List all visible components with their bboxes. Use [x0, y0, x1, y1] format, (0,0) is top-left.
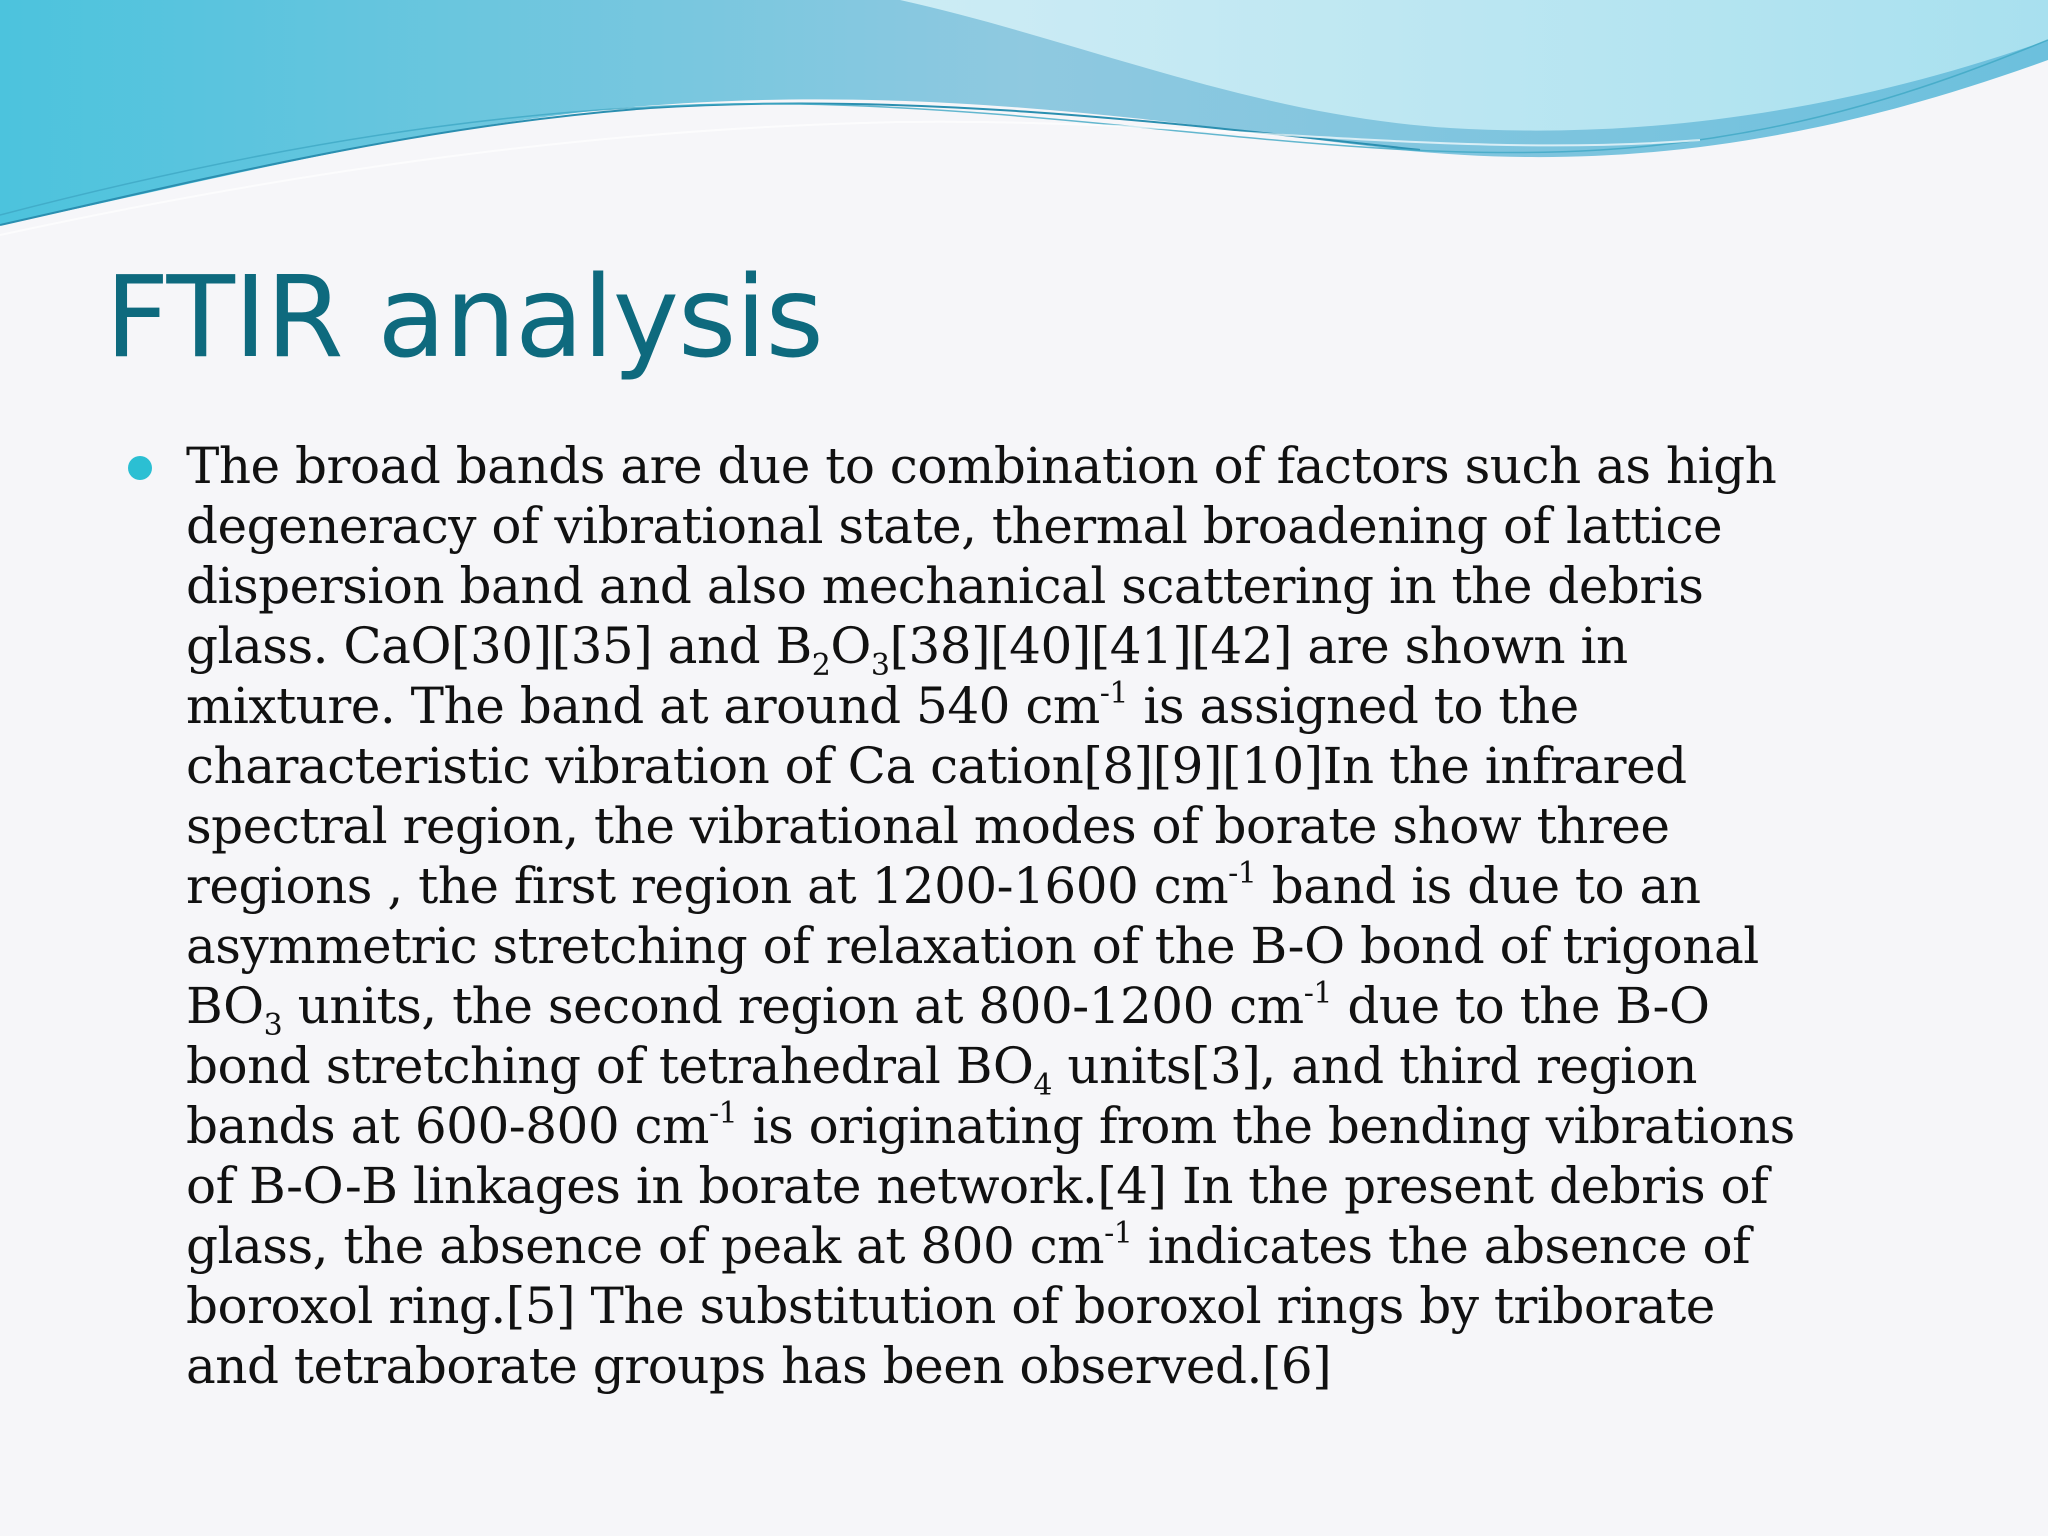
paragraph-line: mixture. The band at around 540 $cm^{-1}$ is assigned to the [186, 676, 1579, 735]
paragraph-line: bond stretching of tetrahedral $BO_4$ units[3], and third region [186, 1037, 1697, 1103]
paragraph-line: and tetraborate groups has been observed.[6] [186, 1337, 1332, 1395]
header-wave-decoration [0, 0, 2048, 260]
paragraph-line: degeneracy of vibrational state, thermal broadening of lattice [186, 497, 1723, 555]
paragraph-line: boroxol ring.[5] The substitution of boroxol rings by triborate [186, 1277, 1715, 1335]
paragraph-line: dispersion band and also mechanical scattering in the debris [186, 557, 1704, 615]
paragraph-line: $BO_3$ units, the second region at 800-1200 $cm^{-1}$ due to the B-O [186, 976, 1710, 1043]
paragraph-line: asymmetric stretching of relaxation of the B-O bond of trigonal [186, 917, 1759, 975]
paragraph-line: The broad bands are due to combination of factors such as high [186, 437, 1777, 495]
paragraph-line: glass, the absence of peak at 800 $cm^{-1}$ indicates the absence of [186, 1216, 1751, 1275]
paragraph-line: spectral region, the vibrational modes of borate show three [186, 797, 1670, 855]
paragraph-line: regions , the first region at 1200-1600 $cm^{-1}$ band is due to an [186, 856, 1701, 915]
paragraph-line: bands at 600-800 $cm^{-1}$ is originating from the bending vibrations [186, 1096, 1795, 1155]
bullet-icon [128, 456, 152, 480]
bullet-paragraph [186, 436, 1946, 1396]
paragraph-line: characteristic vibration of Ca cation[8][9][10]In the infrared [186, 737, 1687, 795]
paragraph-line: glass. CaO[30][35] and $B_2O_3[38][40][41][42]$ are shown in [186, 617, 1628, 683]
paragraph-line: of B-O-B linkages in borate network.[4] In the present debris of [186, 1157, 1769, 1215]
slide-title: FTIR analysis [105, 253, 823, 383]
